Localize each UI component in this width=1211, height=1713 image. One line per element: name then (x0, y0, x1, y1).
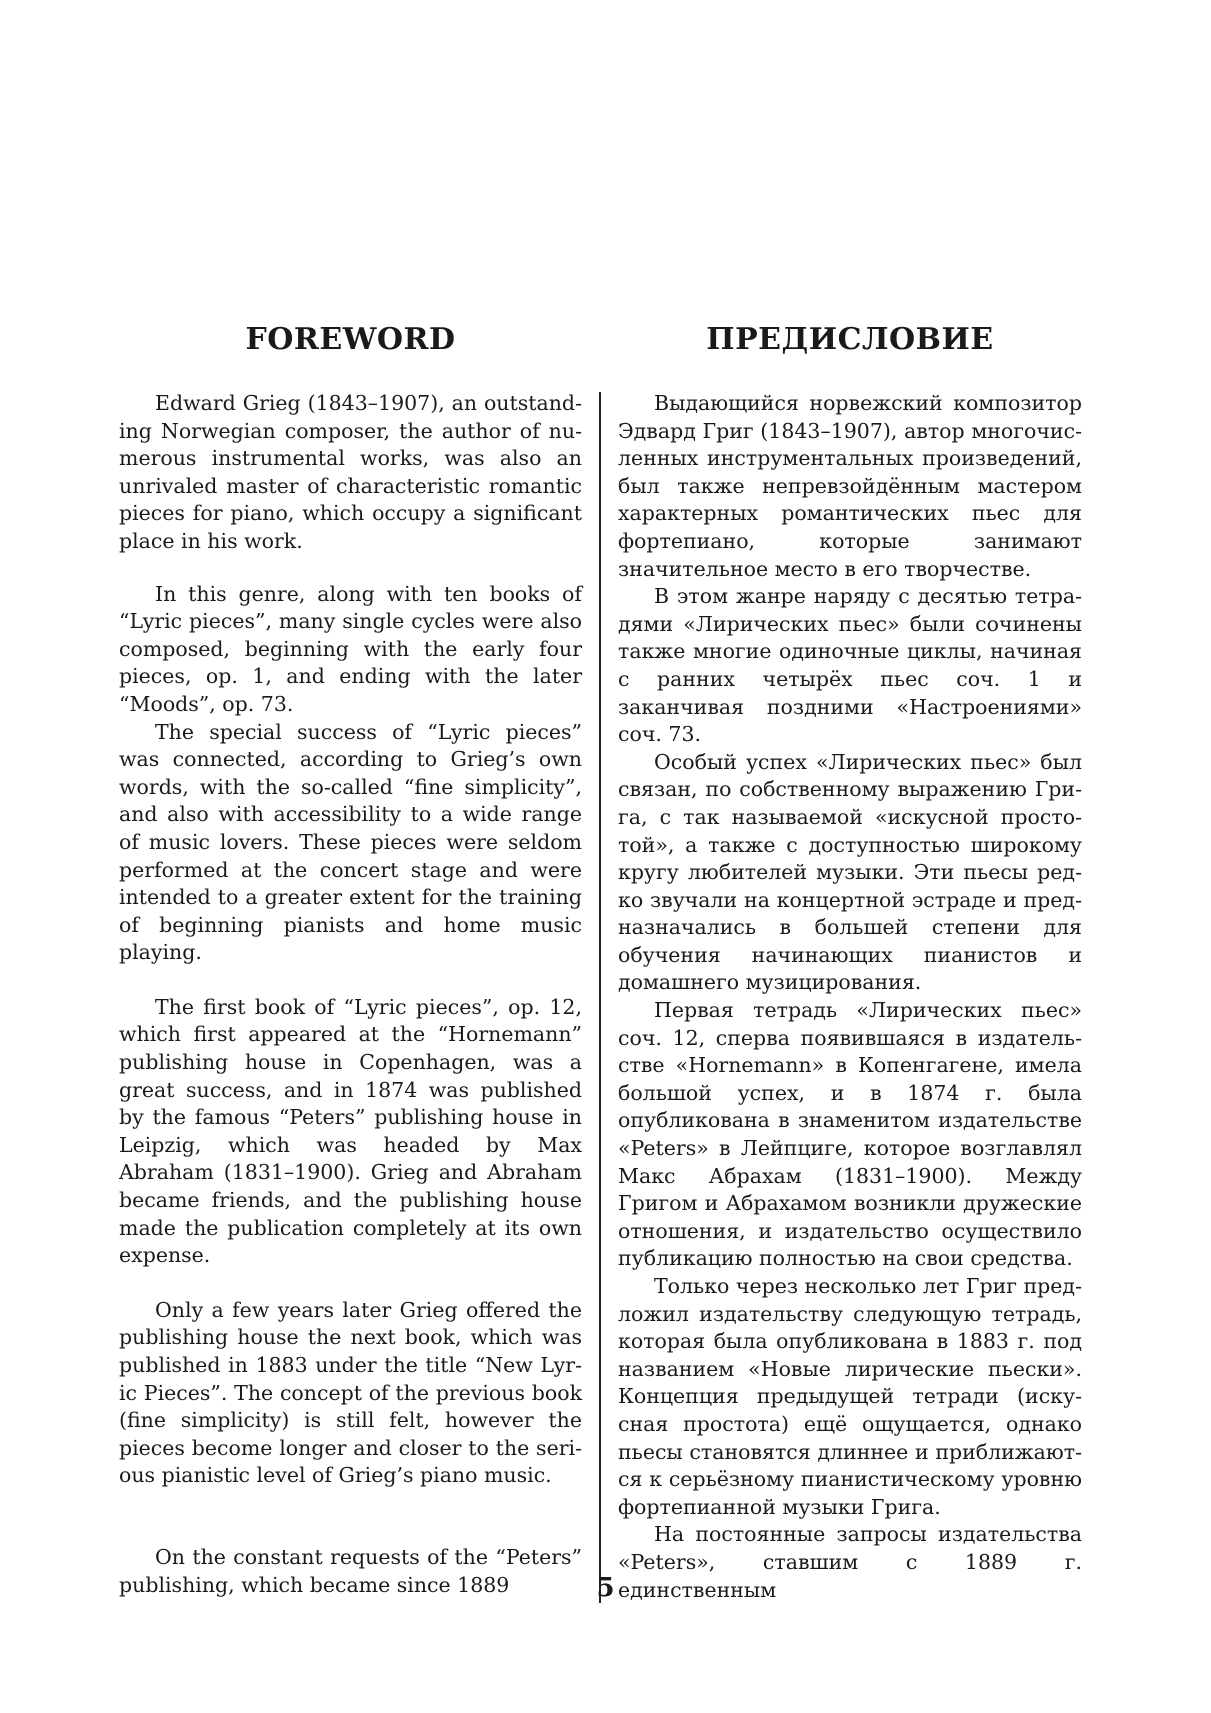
en-paragraph-2: In this genre, along with ten books of “Lyric pieces”, many single cycles were also composed, beginning with the early four pieces, op. 1, and ending with the later “Moods”, op. 73. (119, 581, 582, 716)
ru-paragraph-1: Выдающийся норвежский композитор Эдвард Григ (1843–1907), автор многочисленных инструментальных произведений, был также непревзойдённым мастером характерных романтических пьес для фортепиано, которые занимают значительное место в его творчестве. (618, 391, 1082, 581)
en-paragraph-3: The special success of “Lyric pieces” was connected, according to Grieg’s own words, with the so-called “fine simplicity”, and also with accessibility to a wide range of music lovers. These pieces were seldom performed at the concert stage and were intended to a greater extent for the training of beginning pianists and home music playing. (119, 719, 582, 965)
ru-paragraph-4: Первая тетрадь «Лирических пьес» соч. 12, сперва появившаяся в издательстве «Hornemann» в Копенгагене, имела большой успех, и в 1874 г. была опубликована в знаменитом издательстве «Peters» в Лейпциге, которое возглавлял Макс Абрахам (1831–1900). Между Григом и Абрахамом возникли дружеские отношения, и издательство осуществило публикацию полностью на свои средства. (618, 998, 1082, 1271)
ru-paragraph-5: Только через несколько лет Григ предложил издательству следующую тетрадь, которая была опубликована в 1883 г. под названием «Новые лирические пьески». Концепция предыдущей тетради (искусная простота) ещё ощущается, однако пьесы становятся длиннее и приближаются к серьёзному пианистическому уровню фортепианной музыки Грига. (618, 1274, 1082, 1519)
english-text (119, 390, 582, 1599)
predislovie-title: ПРЕДИСЛОВИЕ (706, 322, 994, 357)
en-paragraph-1: Edward Grieg (1843–1907), an outstanding Norwegian composer, the author of numerous instrumental works, was also an unrivaled master of characteristic romantic pieces for piano, which occupy a significant place in his work. (119, 391, 582, 553)
russian-text (618, 390, 1082, 1604)
ru-paragraph-3: Особый успех «Лирических пьес» был связан, по собственному выражению Грига, с так называемой «искусной простотой», а также с доступностью широкому кругу любителей музыки. Эти пьесы редко звучали на концертной эстраде и предназначались в большей степени для обучения начинающих пианистов и домашнего музицирования. (618, 749, 1082, 995)
russian-column (618, 310, 1082, 1604)
en-paragraph-5: Only a few years later Grieg offered the publishing house the next book, which was published in 1883 under the title “New Lyric Pieces”. The concept of the previous book (fine simplicity) is still felt, however the pieces become longer and closer to the serious pianistic level of Grieg’s piano music. (119, 1297, 582, 1488)
foreword-title: FOREWORD (245, 322, 456, 357)
en-paragraph-4: The first book of “Lyric pieces”, op. 12, which first appeared at the “Hornemann” publishing house in Copenhagen, was a great success, and in 1874 was published by the famous “Peters” publishing house in Leipzig, which was headed by Max Abraham (1831–1900). Grieg and Abraham became friends, and the publishing house made the publication completely at its own expense. (119, 994, 582, 1268)
en-paragraph-6: On the constant requests of the “Peters” publishing, which became since 1889 (119, 1544, 582, 1597)
ru-paragraph-6: На постоянные запросы издательства «Peters», ставшим с 1889 г. единственным (618, 1522, 1082, 1602)
ru-paragraph-2: В этом жанре наряду с десятью тетрадями «Лирических пьес» были сочинены также многие одиночные циклы, начиная с ранних четырёх пьес соч. 1 и заканчивая поздними «Настроениями» соч. 73. (618, 584, 1082, 747)
column-divider (599, 392, 601, 1603)
english-column (119, 310, 582, 1599)
page-number: 5 (596, 1573, 615, 1603)
